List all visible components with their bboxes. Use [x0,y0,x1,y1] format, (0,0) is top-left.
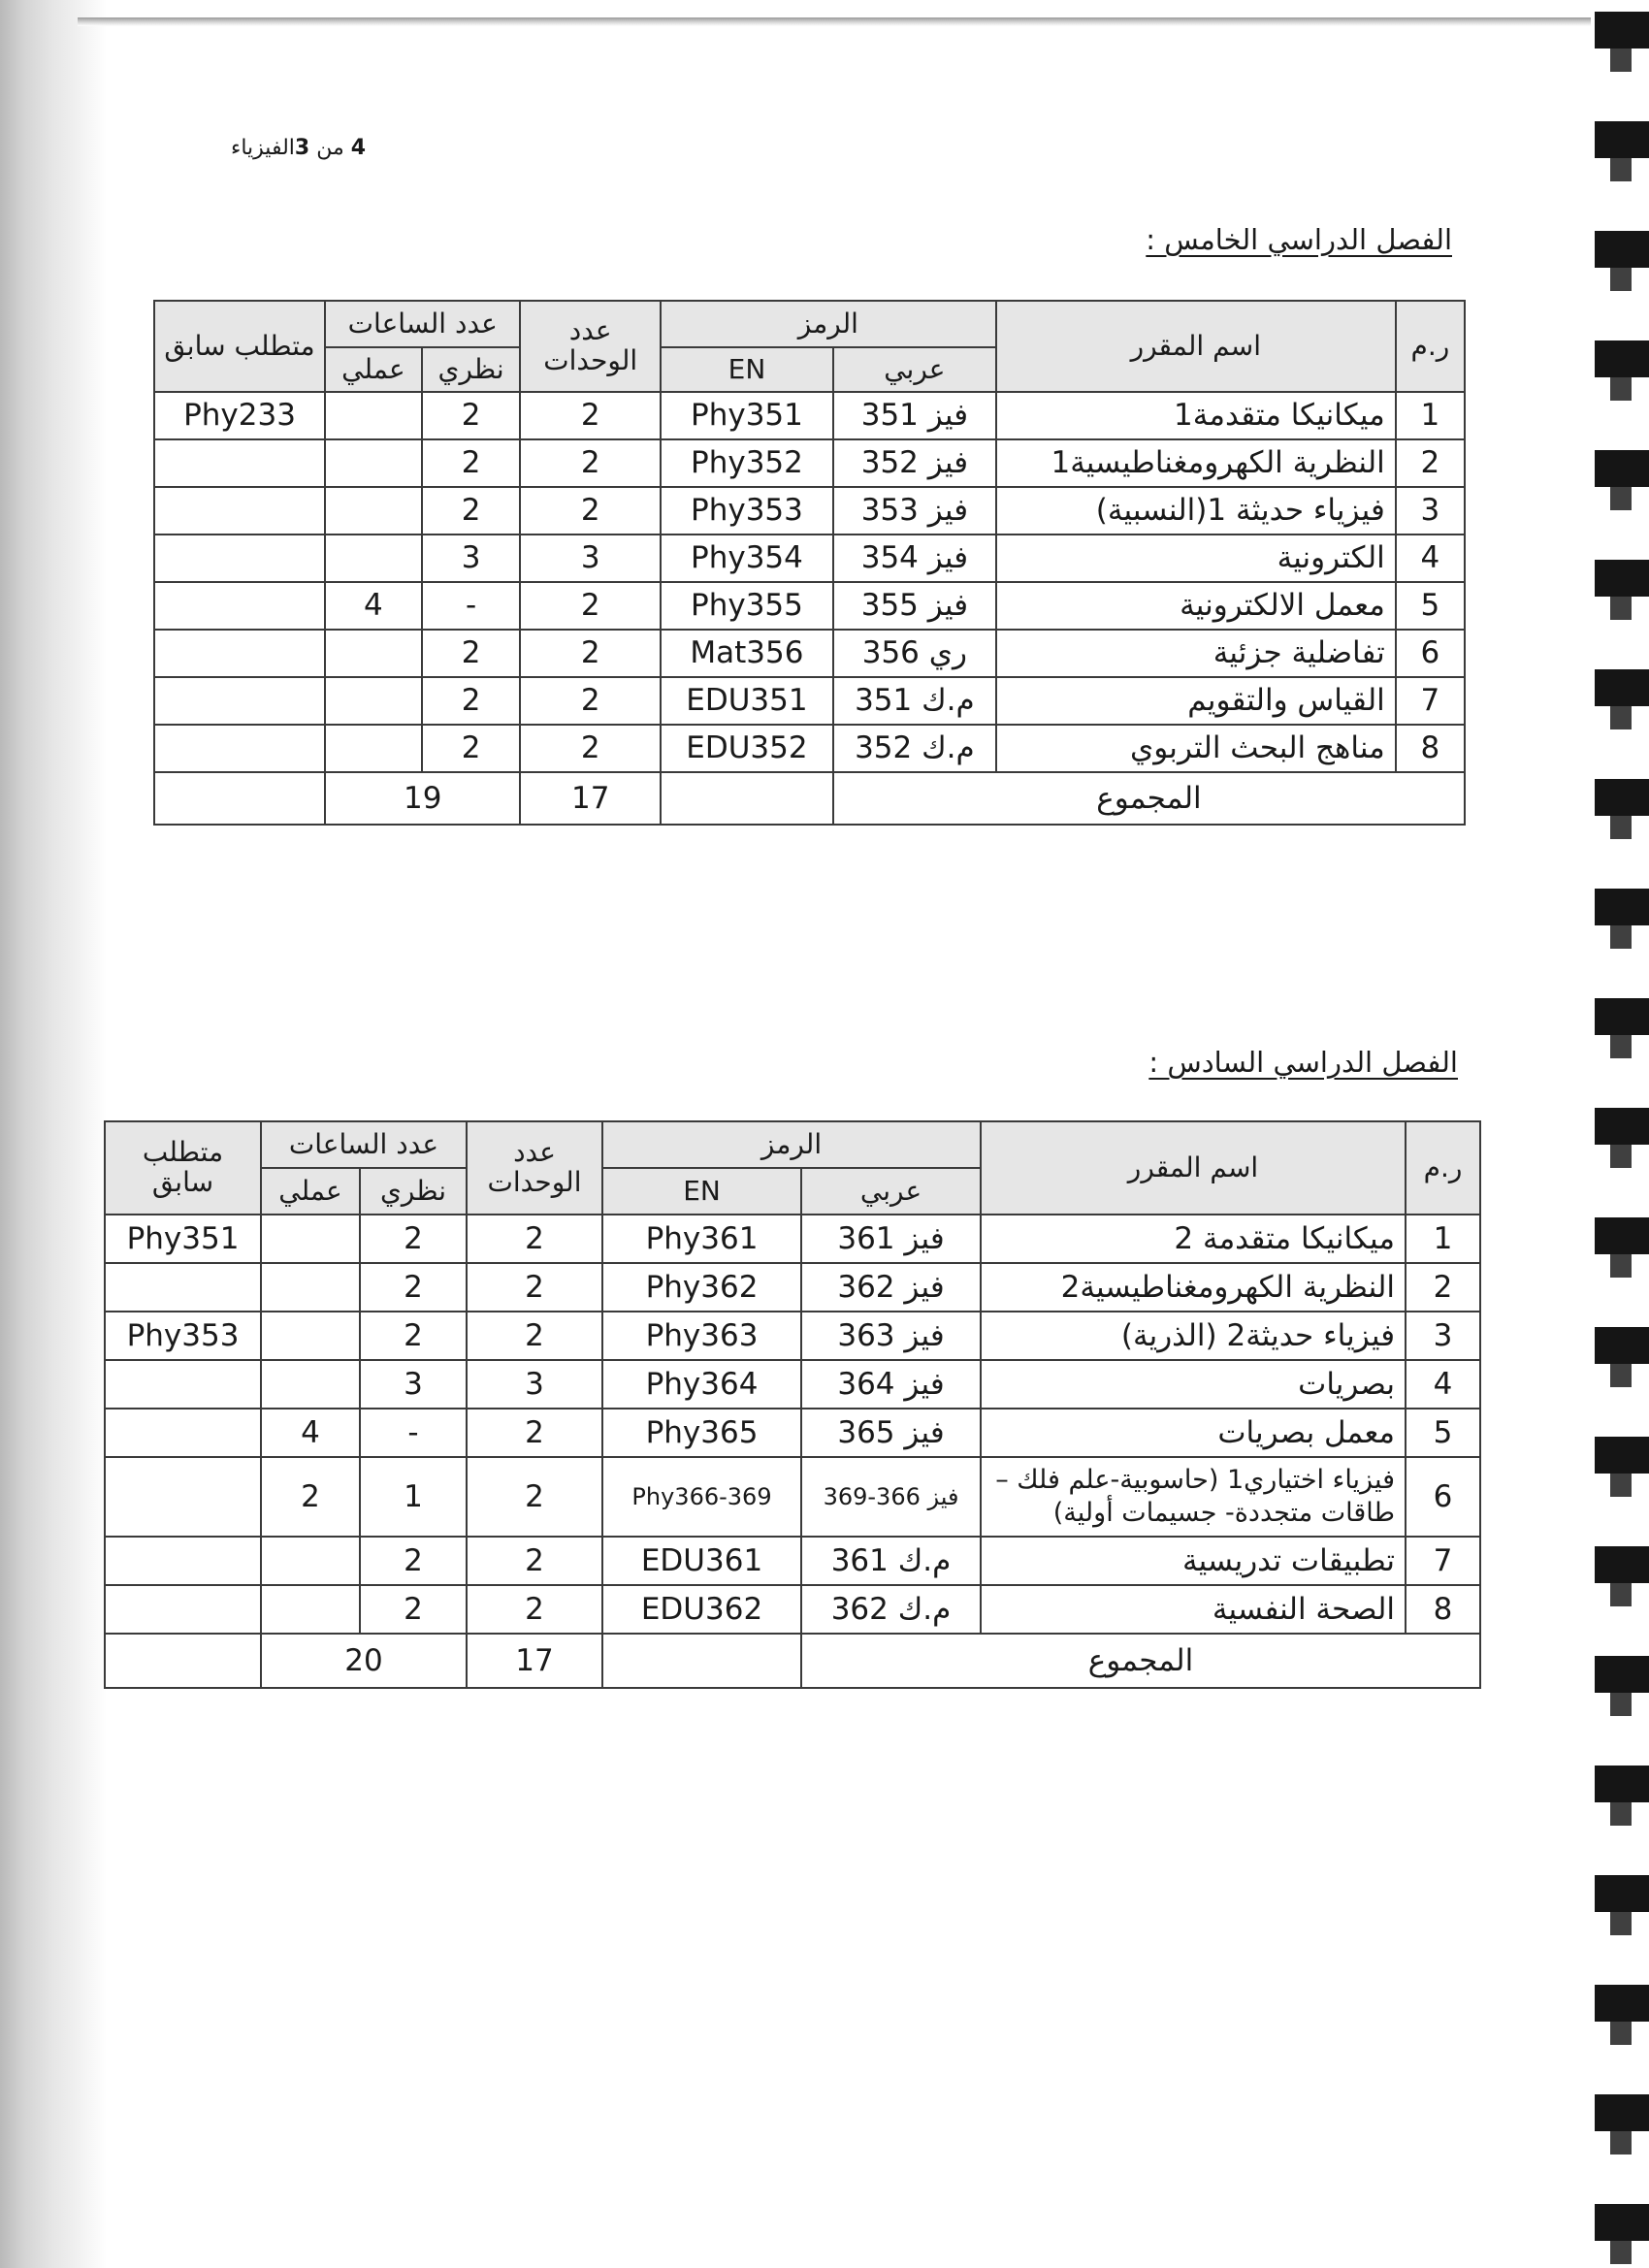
course-theory-hours: 2 [360,1537,467,1585]
course-prerequisite [105,1457,261,1537]
course-units: 2 [520,630,660,677]
header-code-ar: عربي [833,347,996,392]
header-code-en: EN [602,1168,801,1215]
binding-ring [1595,2094,1649,2155]
course-row-number: 4 [1406,1360,1480,1409]
course-name: تطبيقات تدريسية [981,1537,1406,1585]
total-hours: 20 [261,1634,467,1688]
course-practical-hours [325,535,422,582]
header-practical: عملي [261,1168,360,1215]
course-name: معمل الالكترونية [996,582,1396,630]
course-name: النظرية الكهرومغناطيسية2 [981,1263,1406,1312]
course-practical-hours: 4 [261,1409,360,1457]
course-name: فيزياء حديثة2 (الذرية) [981,1312,1406,1360]
course-code-english: Phy353 [661,487,833,535]
header-hours: عدد الساعات [325,301,520,347]
course-theory-hours: 2 [360,1263,467,1312]
course-theory-hours: - [422,582,521,630]
binding-ring [1595,1766,1649,1826]
course-theory-hours: 2 [360,1312,467,1360]
course-units: 2 [520,392,660,439]
course-prerequisite: Phy351 [105,1215,261,1263]
course-name: فيزياء اختياري1 (حاسوبية-علم فلك – طاقات متجددة- جسيمات أولية) [981,1457,1406,1537]
course-row-number: 2 [1406,1263,1480,1312]
course-theory-hours: 2 [360,1585,467,1634]
course-row-number: 1 [1396,392,1465,439]
header-course-name: اسم المقرر [996,301,1396,392]
course-row-number: 6 [1396,630,1465,677]
course-name: القياس والتقويم [996,677,1396,725]
course-row [154,439,1465,487]
course-practical-hours [325,630,422,677]
course-theory-hours: 2 [422,630,521,677]
course-row-number: 8 [1396,725,1465,772]
course-code-english: EDU362 [602,1585,801,1634]
course-prerequisite [105,1360,261,1409]
course-code-english: Mat356 [661,630,833,677]
course-code-english: Phy362 [602,1263,801,1312]
course-prerequisite [154,439,325,487]
course-units: 2 [520,439,660,487]
course-practical-hours [325,725,422,772]
binding-ring [1595,2204,1649,2264]
course-code-arabic: م.ك 352 [833,725,996,772]
course-practical-hours [261,1312,360,1360]
course-row [154,392,1465,439]
binding-ring [1595,1108,1649,1168]
course-theory-hours: 2 [422,392,521,439]
course-practical-hours [325,439,422,487]
course-code-english: Phy354 [661,535,833,582]
course-practical-hours [261,1215,360,1263]
total-empty-cell [661,772,833,825]
course-code-english: Phy351 [661,392,833,439]
course-row [154,535,1465,582]
binding-ring [1595,998,1649,1058]
binding-ring [1595,779,1649,839]
course-prerequisite: Phy353 [105,1312,261,1360]
course-row-number: 4 [1396,535,1465,582]
header-theory: نظري [360,1168,467,1215]
total-hours: 19 [325,772,520,825]
course-row [105,1215,1480,1263]
binding-ring [1595,1546,1649,1606]
course-row [154,630,1465,677]
header-prereq: متطلب سابق [154,301,325,392]
course-row-number: 3 [1406,1312,1480,1360]
course-code-arabic: فيز 365 [801,1409,981,1457]
course-row-number: 7 [1406,1537,1480,1585]
course-name: فيزياء حديثة 1(النسبية) [996,487,1396,535]
header-code: الرمز [661,301,996,347]
course-units: 2 [520,582,660,630]
course-prerequisite [105,1585,261,1634]
course-row-number: 5 [1396,582,1465,630]
course-row [105,1409,1480,1457]
course-code-english: EDU352 [661,725,833,772]
course-prerequisite [154,677,325,725]
binding-ring [1595,450,1649,510]
course-row-number: 2 [1396,439,1465,487]
course-code-arabic: فيز 366-369 [801,1457,981,1537]
course-code-arabic: ري 356 [833,630,996,677]
total-row [154,772,1465,825]
total-empty-cell [154,772,325,825]
course-theory-hours: 2 [422,677,521,725]
course-prerequisite: Phy233 [154,392,325,439]
course-name: النظرية الكهرومغناطيسية1 [996,439,1396,487]
course-theory-hours: 3 [360,1360,467,1409]
binding-ring [1595,1327,1649,1387]
binding-ring [1595,1437,1649,1497]
course-practical-hours [261,1585,360,1634]
course-theory-hours: 2 [422,439,521,487]
semester-6-table [104,1120,1481,1689]
course-theory-hours: 2 [422,725,521,772]
course-row [154,487,1465,535]
total-units: 17 [467,1634,602,1688]
course-theory-hours: - [360,1409,467,1457]
course-units: 2 [467,1409,602,1457]
header-hours: عدد الساعات [261,1121,467,1168]
semester-6-title: الفصل الدراسي السادس : [1148,1046,1458,1079]
binding-ring [1595,340,1649,401]
total-label: المجموع [833,772,1465,825]
binding-ring [1595,1656,1649,1716]
course-row-number: 5 [1406,1409,1480,1457]
course-code-arabic: فيز 363 [801,1312,981,1360]
course-units: 2 [520,677,660,725]
page-of: من [316,136,344,160]
course-units: 2 [467,1585,602,1634]
page-label [231,136,366,160]
course-prerequisite [154,535,325,582]
binding-ring [1595,669,1649,729]
header-code-ar: عربي [801,1168,981,1215]
page-number: 4 [350,136,367,160]
course-code-arabic: فيز 355 [833,582,996,630]
course-row [105,1457,1480,1537]
course-row-number: 1 [1406,1215,1480,1263]
course-prerequisite [154,630,325,677]
course-row [154,677,1465,725]
course-code-english: Phy364 [602,1360,801,1409]
total-units: 17 [520,772,660,825]
course-code-english: Phy363 [602,1312,801,1360]
course-theory-hours: 3 [422,535,521,582]
course-row [154,725,1465,772]
course-units: 2 [467,1312,602,1360]
spiral-binding [1591,0,1649,2268]
course-units: 2 [467,1263,602,1312]
course-row [105,1263,1480,1312]
course-prerequisite [105,1263,261,1312]
header-row-no: ر.م [1396,301,1465,392]
course-code-english: Phy366-369 [602,1457,801,1537]
course-code-english: Phy361 [602,1215,801,1263]
course-row [154,582,1465,630]
header-practical: عملي [325,347,422,392]
course-practical-hours [261,1537,360,1585]
course-prerequisite [154,725,325,772]
course-code-arabic: م.ك 351 [833,677,996,725]
course-code-english: Phy355 [661,582,833,630]
course-practical-hours [325,677,422,725]
course-code-arabic: فيز 353 [833,487,996,535]
course-code-english: Phy352 [661,439,833,487]
binding-ring [1595,1985,1649,2045]
header-prereq: متطلب سابق [105,1121,261,1215]
course-code-arabic: فيز 364 [801,1360,981,1409]
scan-edge-top [78,17,1591,26]
binding-ring [1595,121,1649,181]
binding-ring [1595,1217,1649,1278]
course-code-arabic: م.ك 361 [801,1537,981,1585]
course-units: 2 [467,1457,602,1537]
course-name: معمل بصريات [981,1409,1406,1457]
header-row-no: ر.م [1406,1121,1480,1215]
course-row-number: 6 [1406,1457,1480,1537]
course-name: ميكانيكا متقدمة1 [996,392,1396,439]
binding-ring [1595,889,1649,949]
course-units: 2 [520,487,660,535]
page-subject: الفيزياء [231,136,295,160]
course-row-number: 7 [1396,677,1465,725]
course-row [105,1312,1480,1360]
course-code-english: EDU361 [602,1537,801,1585]
scan-shadow-left [0,0,107,2268]
semester-5-table [153,300,1466,826]
course-code-arabic: م.ك 362 [801,1585,981,1634]
course-name: بصريات [981,1360,1406,1409]
course-practical-hours [325,487,422,535]
course-code-arabic: فيز 351 [833,392,996,439]
course-practical-hours [261,1360,360,1409]
header-course-name: اسم المقرر [981,1121,1406,1215]
course-name: ميكانيكا متقدمة 2 [981,1215,1406,1263]
course-row [105,1585,1480,1634]
semester-5-title: الفصل الدراسي الخامس : [1146,223,1452,256]
total-empty-cell [602,1634,801,1688]
binding-ring [1595,231,1649,291]
course-code-english: Phy365 [602,1409,801,1457]
binding-ring [1595,560,1649,620]
course-theory-hours: 1 [360,1457,467,1537]
header-code-en: EN [661,347,833,392]
course-code-arabic: فيز 352 [833,439,996,487]
course-name: الكترونية [996,535,1396,582]
course-code-arabic: فيز 354 [833,535,996,582]
course-code-arabic: فيز 362 [801,1263,981,1312]
course-units: 2 [520,725,660,772]
header-code: الرمز [602,1121,981,1168]
course-units: 2 [467,1215,602,1263]
course-prerequisite [154,582,325,630]
course-row [105,1360,1480,1409]
course-prerequisite [105,1409,261,1457]
total-row [105,1634,1480,1688]
course-practical-hours [261,1263,360,1312]
binding-ring [1595,1875,1649,1935]
total-empty-cell [105,1634,261,1688]
course-practical-hours: 4 [325,582,422,630]
course-units: 3 [467,1360,602,1409]
course-name: مناهج البحث التربوي [996,725,1396,772]
course-practical-hours [325,392,422,439]
course-row-number: 3 [1396,487,1465,535]
course-row [105,1537,1480,1585]
course-prerequisite [105,1537,261,1585]
page-sub: 3 [294,136,310,160]
course-prerequisite [154,487,325,535]
course-theory-hours: 2 [360,1215,467,1263]
header-units: عدد الوحدات [467,1121,602,1215]
course-name: تفاضلية جزئية [996,630,1396,677]
course-name: الصحة النفسية [981,1585,1406,1634]
course-units: 2 [467,1537,602,1585]
course-code-english: EDU351 [661,677,833,725]
course-code-arabic: فيز 361 [801,1215,981,1263]
course-units: 3 [520,535,660,582]
course-practical-hours: 2 [261,1457,360,1537]
course-row-number: 8 [1406,1585,1480,1634]
header-units: عدد الوحدات [520,301,660,392]
total-label: المجموع [801,1634,1480,1688]
course-theory-hours: 2 [422,487,521,535]
header-theory: نظري [422,347,521,392]
binding-ring [1595,12,1649,72]
